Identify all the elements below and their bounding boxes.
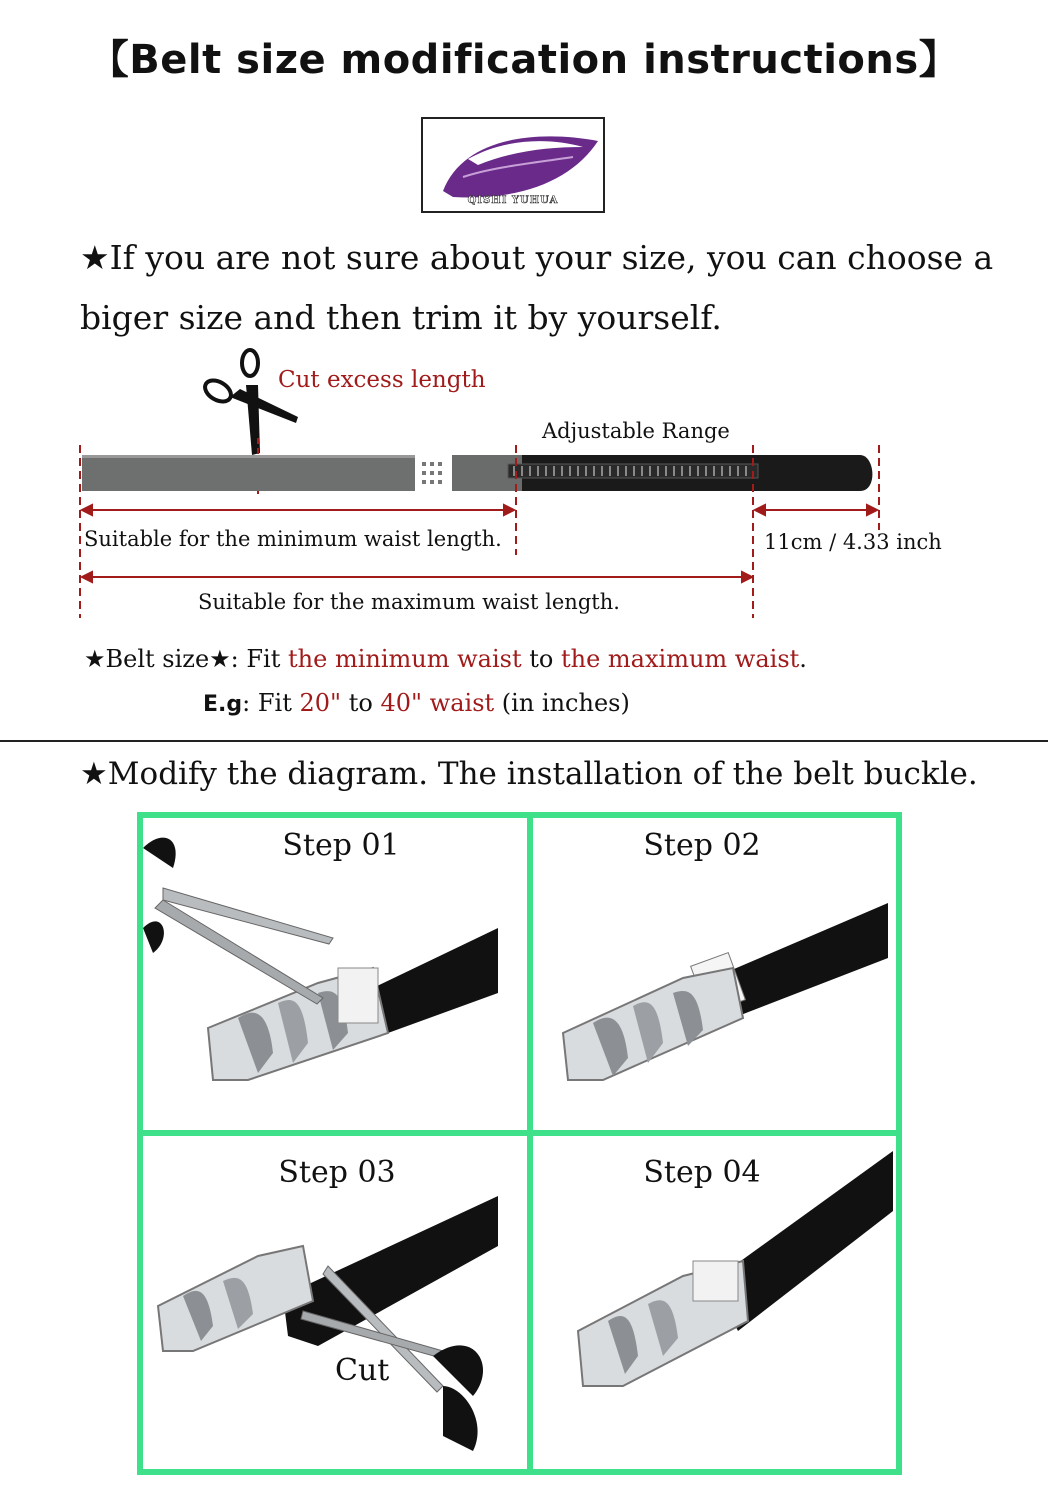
brand-logo xyxy=(421,117,605,213)
belt-holes xyxy=(422,462,442,484)
modify-heading: ★Modify the diagram. The installation of the belt buckle. xyxy=(80,756,978,792)
step-04-label: Step 04 xyxy=(643,1155,761,1190)
scissors-icon xyxy=(201,350,298,455)
step-01-illustration xyxy=(143,818,527,1130)
scissors-icon xyxy=(143,838,333,1004)
tip-length-label: 11cm / 4.33 inch xyxy=(764,530,942,554)
belt-size-min: the minimum waist xyxy=(288,645,522,673)
step-02-label: Step 02 xyxy=(643,828,761,863)
step-03-illustration xyxy=(143,1136,527,1466)
adjustable-range-label: Adjustable Range xyxy=(542,419,730,443)
example-min: 20" xyxy=(299,689,342,717)
belt-size-fit: Fit xyxy=(246,645,281,673)
max-waist-label: Suitable for the maximum waist length. xyxy=(198,590,620,614)
section-divider xyxy=(0,740,1048,742)
example-to: to xyxy=(348,689,373,717)
example-max: 40" waist xyxy=(380,689,495,717)
min-waist-label: Suitable for the minimum waist length. xyxy=(84,527,502,551)
example-unit: (in inches) xyxy=(501,689,630,717)
belt-size-prefix: ★Belt size★: xyxy=(84,645,239,673)
belt-size-max: the maximum waist xyxy=(560,645,800,673)
belt-size-line xyxy=(84,645,807,673)
step-02-illustration xyxy=(533,818,896,1130)
brand-name: QISHI YUHUA xyxy=(467,195,559,206)
intro-text: ★If you are not sure about your size, you can choose a biger size and then trim it by yourself. xyxy=(80,238,994,337)
example-line: E.g: Fit 20" to 40" waist (in inches) xyxy=(203,689,630,717)
step-03-cut-label: Cut xyxy=(335,1353,390,1388)
belt-diagram xyxy=(60,340,960,630)
belt-size-to: to xyxy=(529,645,554,673)
step-03-label: Step 03 xyxy=(278,1155,396,1190)
buckle-icon xyxy=(563,968,743,1080)
buckle-icon xyxy=(578,1261,748,1386)
cut-excess-label: Cut excess length xyxy=(278,367,486,393)
example-label: E.g xyxy=(203,692,243,717)
example-fit: Fit xyxy=(257,689,292,717)
belt-size-period: . xyxy=(799,645,807,673)
step-04-illustration xyxy=(533,1136,896,1466)
page-title: 【Belt size modification instructions】 xyxy=(88,37,960,83)
step-01-label: Step 01 xyxy=(282,828,400,863)
